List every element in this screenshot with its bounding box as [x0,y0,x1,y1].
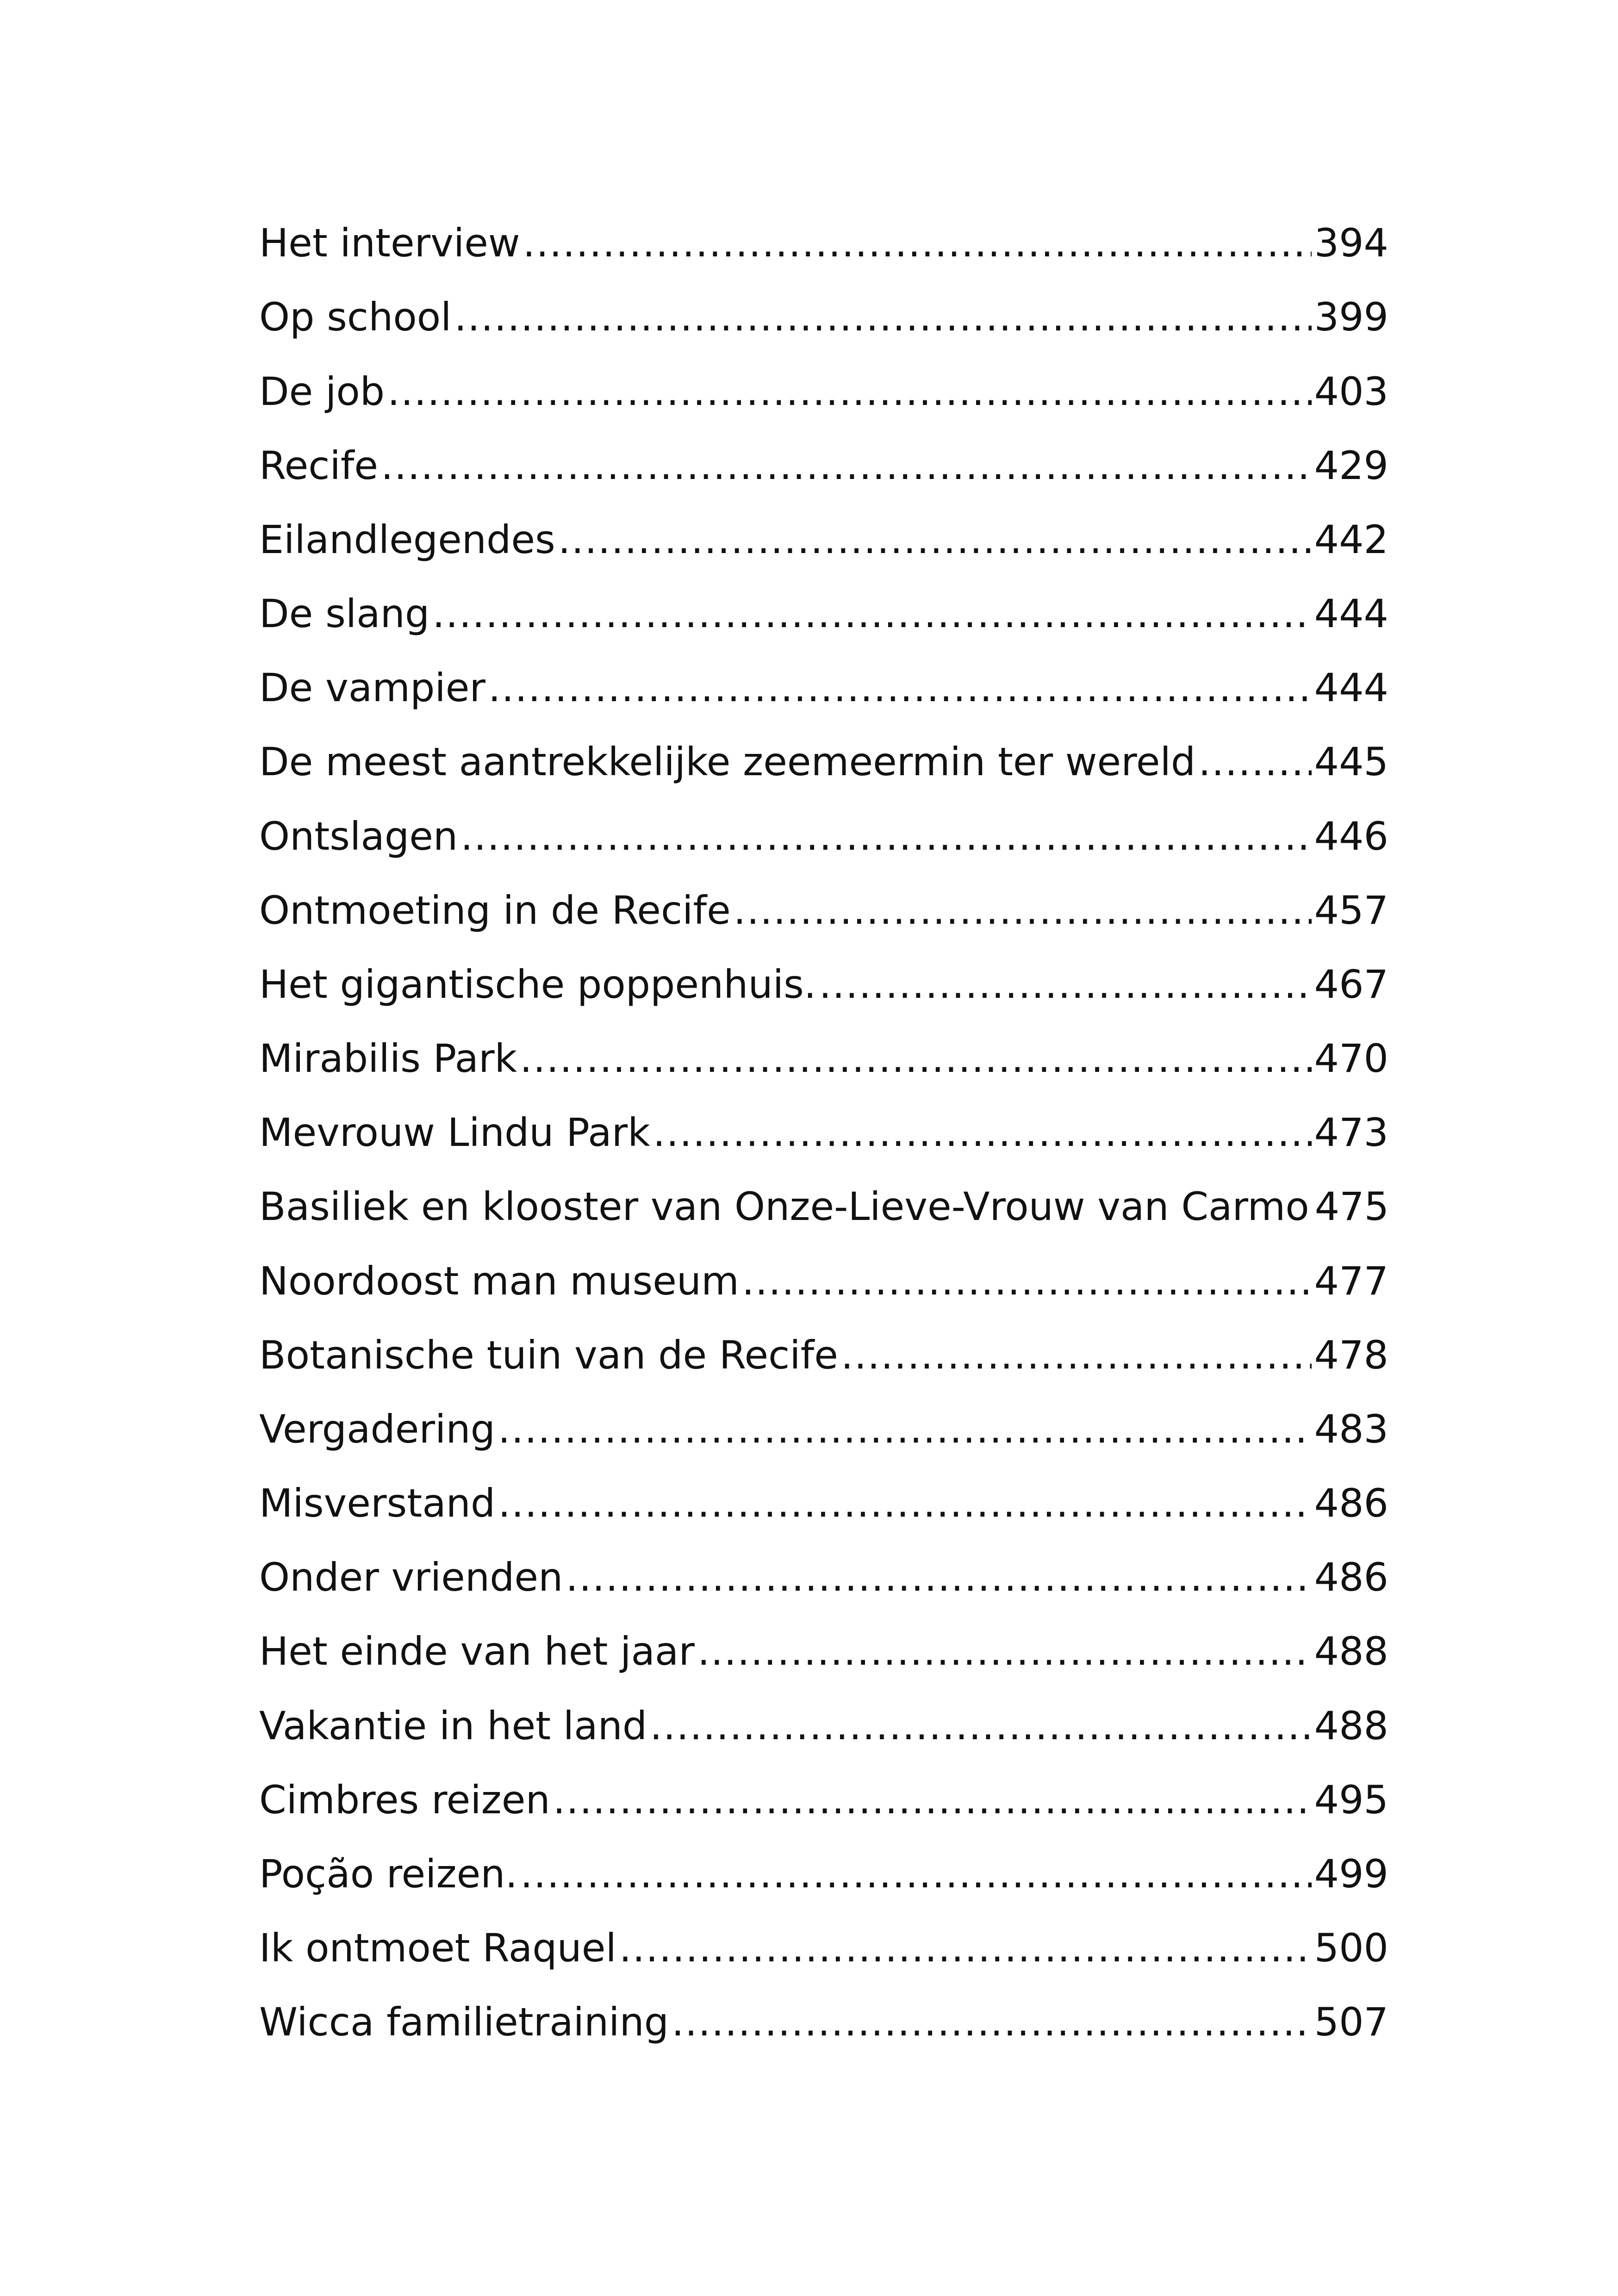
toc-entry-title: Mirabilis Park [259,1036,517,1081]
toc-entry-title: Vakantie in het land [259,1703,647,1748]
toc-entry-page: 486 [1314,1481,1388,1526]
toc-entry-title: Op school [259,294,452,340]
toc-entry-title: Misverstand [259,1481,496,1526]
toc-entry-page: 442 [1314,517,1388,562]
toc-entry-page: 467 [1314,962,1388,1007]
dot-leader [672,1990,1312,2054]
toc-entry-title: Ik ontmoet Raquel [259,1925,616,1971]
toc-entry[interactable] [259,1842,1388,1906]
toc-entry[interactable] [259,1323,1388,1388]
toc-entry[interactable] [259,1990,1388,2054]
toc-entry-title: De vampier [259,665,485,710]
toc-entry[interactable] [259,581,1388,646]
dot-leader [566,1545,1311,1610]
toc-entry-page: 457 [1314,888,1388,933]
dot-leader [742,1249,1312,1313]
toc-entry-title: Botanische tuin van de Recife [259,1332,838,1378]
dot-leader [553,1767,1312,1832]
toc-entry-page: 495 [1314,1777,1388,1823]
toc-entry-page: 394 [1314,220,1388,266]
toc-entry[interactable] [259,1100,1388,1165]
toc-entry-page: 445 [1314,739,1388,784]
dot-leader [488,655,1312,720]
dot-leader [819,952,1312,1017]
toc-entry-title: Recife [259,443,379,488]
toc-entry[interactable] [259,433,1388,498]
toc-entry[interactable] [259,1693,1388,1758]
toc-entry[interactable] [259,1174,1388,1239]
toc-entry-title: De meest aantrekkelijke zeemeermin ter wereld [259,739,1196,784]
toc-entry-title: Het einde van het jaar [259,1629,695,1674]
dot-leader [841,1323,1312,1388]
dot-leader [432,581,1311,646]
dot-leader [381,433,1312,498]
toc-entry[interactable] [259,1471,1388,1536]
toc-entry-page: 470 [1314,1036,1388,1081]
toc-entry-page: 475 [1314,1184,1389,1229]
toc-entry-title: Cimbres reizen [259,1777,550,1823]
toc-entry-page: 477 [1314,1258,1388,1304]
dot-leader [461,804,1312,869]
toc-entry[interactable] [259,1249,1388,1313]
toc-entry-page: 429 [1314,443,1388,488]
dot-leader [619,1916,1312,1980]
dot-leader [498,1397,1312,1462]
toc-entry-page: 478 [1314,1332,1388,1378]
dot-leader [520,1842,1311,1906]
toc-entry-page: 444 [1314,665,1388,710]
toc-entry-page: 403 [1314,369,1388,414]
toc-entry[interactable] [259,655,1388,720]
toc-entry-title: Vergadering [259,1406,495,1452]
toc-entry[interactable] [259,507,1388,572]
dot-leader [734,878,1312,943]
toc-entry-page: 499 [1314,1851,1388,1897]
toc-entry[interactable] [259,1767,1388,1832]
toc-entry-title: Poção reizen. [259,1851,518,1897]
toc-entry-page: 399 [1314,294,1388,340]
dot-leader [523,211,1312,275]
toc-entry-title: De job [259,369,385,414]
toc-entry[interactable] [259,1619,1388,1684]
dot-leader [498,1471,1311,1536]
toc-entry-title: De slang [259,591,430,636]
toc-entry-page: 444 [1314,591,1388,636]
toc-entry-title: Wicca familietraining [259,1999,669,2045]
dot-leader [520,1026,1312,1091]
toc-entry[interactable] [259,1545,1388,1610]
dot-leader [454,285,1311,349]
toc-entry-page: 486 [1314,1555,1388,1600]
dot-leader [1198,729,1311,794]
dot-leader [387,359,1312,424]
toc-entry-title: Eilandlegendes [259,517,555,562]
toc-entry-page: 507 [1314,1999,1388,2045]
toc-entry[interactable] [259,729,1388,794]
toc-entry-page: 446 [1314,814,1388,859]
toc-entry[interactable] [259,1397,1388,1462]
toc-entry-page: 500 [1314,1925,1388,1971]
toc-entry[interactable] [259,359,1388,424]
toc-entry[interactable] [259,1026,1388,1091]
toc-entry-title: Onder vrienden [259,1555,563,1600]
toc-entry[interactable] [259,952,1388,1017]
toc-entry-page: 473 [1314,1110,1388,1155]
toc-entry-page: 488 [1314,1703,1388,1748]
toc-entry-title: Basiliek en klooster van Onze-Lieve-Vrouw van Carmo [259,1184,1309,1229]
toc-entry[interactable] [259,878,1388,943]
dot-leader [697,1619,1312,1684]
dot-leader [558,507,1312,572]
toc-entry-page: 488 [1314,1629,1388,1674]
toc-entry-page: 483 [1314,1406,1388,1452]
toc-entry-title: Noordoost man museum [259,1258,739,1304]
dot-leader [653,1100,1312,1165]
toc-entry-title: Ontmoeting in de Recife [259,888,731,933]
dot-leader [650,1693,1312,1758]
toc-entry[interactable] [259,804,1388,869]
toc-entry-title: Het interview [259,220,520,266]
toc-entry[interactable] [259,285,1388,349]
toc-entry[interactable] [259,211,1388,275]
toc-entry-title: Het gigantische poppenhuis. [259,962,816,1007]
toc-entry-title: Mevrouw Lindu Park [259,1110,650,1155]
toc-entry-title: Ontslagen [259,814,458,859]
toc-entry[interactable] [259,1916,1388,1980]
